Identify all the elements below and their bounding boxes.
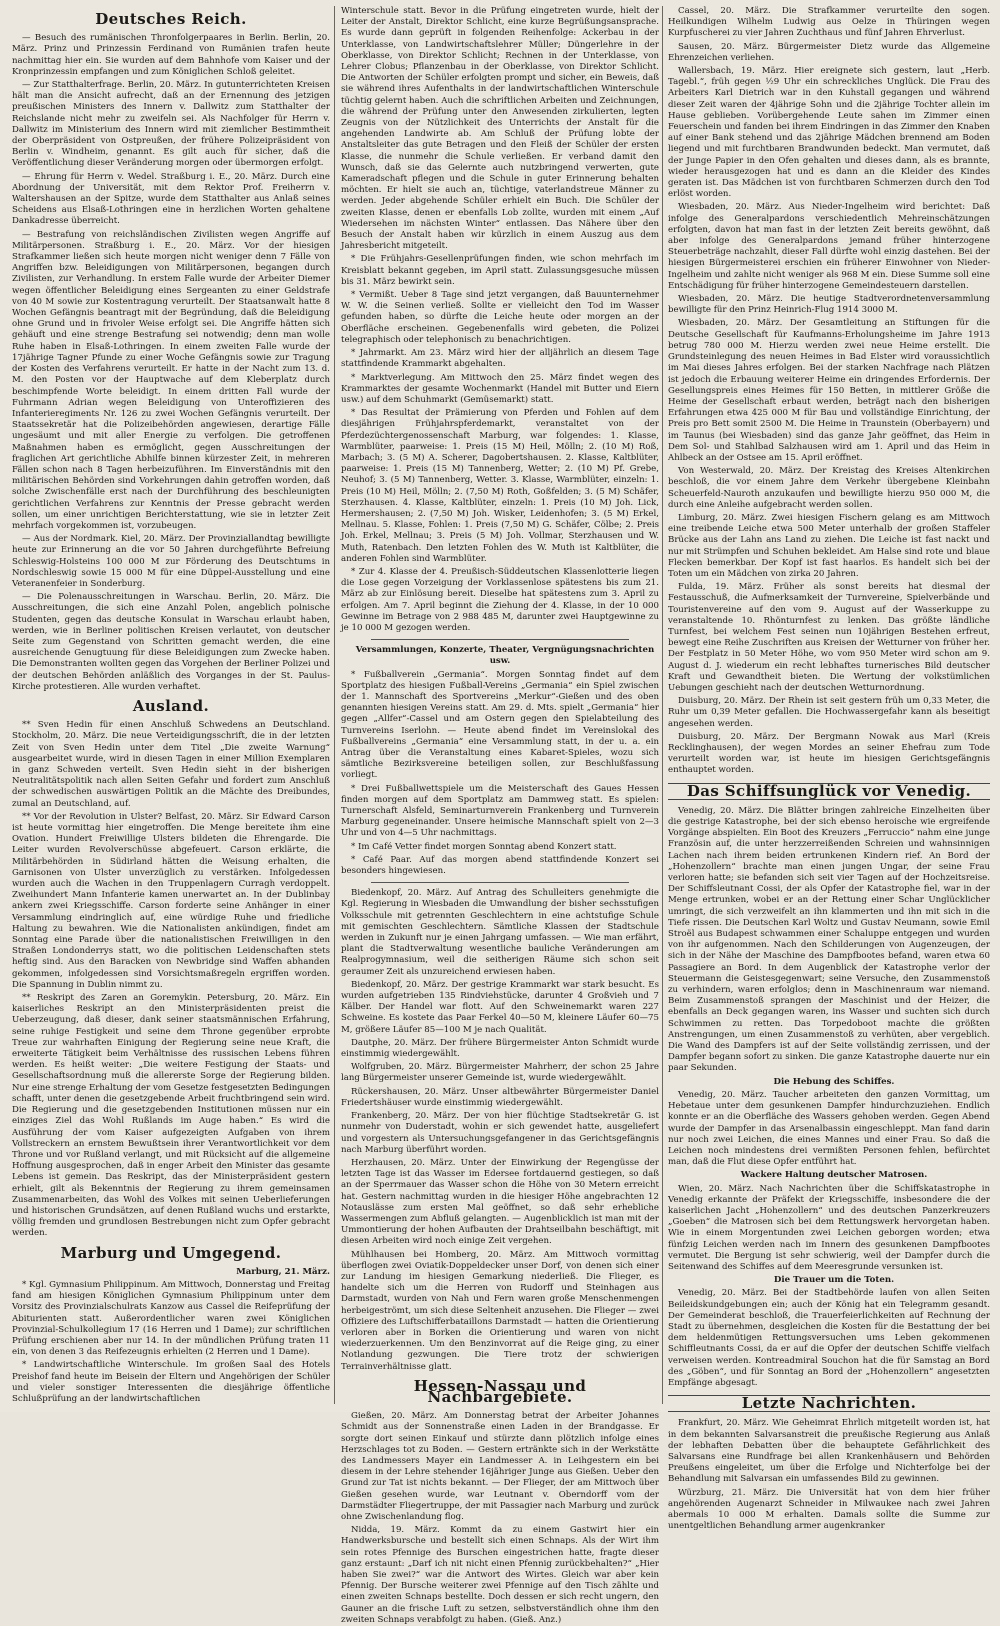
article-paragraph: Cassel, 20. März. Die Strafkammer verurteilte den sogen. Heilkundigen Wilhelm Ludwig aus Oelze in Thüringen wegen Kurpfuscherei zu vier Jahren Zuchthaus und fünf Jahren Ehrverlust. xyxy=(668,6,990,39)
article-paragraph: * Fußballverein „Germania“. Morgen Sonntag findet auf dem Sportplatz des hiesigen Fußball-Vereins „Germania“ ein Spiel zwischen der 1. Mannschaft des Sportvereins „Merkur“-Gießen und des oben genannten hiesigen Vereins statt. Am 29. d. Mts. spielt „Germania“ hier gegen „Allfer“-Cassel und am Ostern gegen den Spielabteilung des Turnvereins Iserlohn. — Heute abend findet im Vereinslokal des Fußballvereins „Germania“ eine Versammlung statt, in der u. a. ein Antrag über die Veranstaltung eines Kabaret-Spieles, wozu sich sämtliche Bezirksvereine beteiligen sollen, zur Beschlußfassung vorliegt. xyxy=(341,669,659,781)
subheading: Wackere Haltung deutscher Matrosen. xyxy=(740,1170,928,1181)
article-paragraph: Wien, 20. März. Nach Nachrichten über die Schiffskatastrophe in Venedig erkannte der Präfekt der Kriegsschiffe, insbesondere die der kaiserlichen Jacht „Hohenzollern“ und des deutschen Panzerkreuzers „Goeben“ die Matrosen sich bei dem Rettungswerk hervorgetan haben. Wie in einem Morgentunden zwei Leichen geborgen worden; etwa fünfzig Leichen werden nach im Innern des gesunkenen Dampfbootes vermutet. Die Bergung ist sehr schwierig, weil der Dampfer durch die Seitenwand des Schiffes auf dem Meeresgrunde versunken ist. xyxy=(668,1183,990,1272)
article-paragraph: * Drei Fußballwettspiele um die Meisterschaft des Gaues Hessen finden morgen auf dem Sportplatz am Dammweg statt. Es spielen: Turnerschaft Alsfeld, Seminarturnverein Frankenberg und Turnverein Marburg gegeneinander. Unsere heimische Mannschaft spielt von 2—3 Uhr und von 4—5 Uhr nachmittags. xyxy=(341,783,659,839)
article-paragraph: Wallersbach, 19. März. Hier ereignete sich gestern, laut „Herb. Tagebl.“, früh gegen ½9 Uhr ein schreckliches Unglück. Die Frau des Arbeiters Karl Dietrich war in den Kuhstall gegangen und während dieser Zeit waren der 4jährige Sohn und die 2jährige Tochter allein im Hause geblieben. Vorübergehende Leute sahen im Zimmer einen Feuerschein und fanden bei ihrem Eindringen in das Zimmer den Knaben auf einer Bank stehend und das 2jährige Mädchen brennend am Boden liegend und mit furchtbaren Brandwunden bedeckt. Man vermutet, daß der Junge Papier in den Ofen gehalten und dieses dann, als es brannte, wieder herausgezogen hat und es dann an die Kleider des Kindes geraten ist. Das Mädchen ist von furchtbaren Schmerzen durch den Tod erlöst worden. xyxy=(668,66,990,200)
subheading: Die Hebung des Schiffes. xyxy=(773,1076,895,1087)
article-paragraph: Fulda, 19. März. Früher als sonst bereits hat diesmal der Festausschuß, die Aufmerksamkeit der Turnvereine, Spielverbände und Touristenvereine auf den vom 9. August auf der Wasserkuppe zu veranstaltende 10. Rhönturnfest zu lenken. Das größte ländliche Turnfest, bei welchem Fest seinen nun 10jährigen Bestehen erfreut, bewegt eine Reihe Zuschriften aus Kreisen der Wetturner von früher her. Der Festplatz in 50 Meter Höhe, wo vom 950 Meter wird schon am 9. August d. J. wiederum ein recht lebhaftes turnerisches Bild deutscher Kraft und Gewandtheit bieten. Die Wertung der volkstümlichen Uebungen geschieht nach der deutschen Wetturnordnung. xyxy=(668,582,990,693)
section-title-schiffsunglueck: Das Schiffsunglück vor Venedig. xyxy=(668,783,990,800)
section-title-marburg: Marburg und Umgegend. xyxy=(60,1243,282,1262)
section-title-deutsches-reich: Deutsches Reich. xyxy=(95,10,247,28)
article-paragraph: * Im Café Vetter findet morgen Sonntag abend Konzert statt. xyxy=(351,841,617,852)
article-paragraph: * Kgl. Gymnasium Philippinum. Am Mittwoch, Donnerstag und Freitag fand am hiesigen Königlichen Gymnasium Philippinum unter dem Vorsitz des Provinzialschulrats Kanzow aus Cassel die Reifeprüfung der Abiturienten statt. Außerordentlicher waren zwei Königlichen Provinzial-Schulkollegium 17 (16 Herren und 1 Dame); zur schriftlichen Prüfung erschienen aber nur 14. In der mündlichen Prüfung traten 11 ein, von denen 3 das Reifezeugnis erhielten (2 Herren und 1 Dame). xyxy=(12,1279,330,1358)
section-title-letzte-nachrichten: Letzte Nachrichten. xyxy=(668,1395,990,1412)
article-paragraph: Würzburg, 21. März. Die Universität hat von dem hier früher angehörenden Augenarzt Schneider in Milwaukee nach zwei Jahren abermals 10 000 M erhalten. Damals sollte die Summe zur unentgeltlichen Behandlung armer augenkranker xyxy=(668,1487,990,1532)
article-paragraph: Sausen, 20. März. Bürgermeister Dietz wurde das Allgemeine Ehrenzeichen verliehen. xyxy=(668,41,990,63)
article-paragraph: Von Westerwald, 20. März. Der Kreistag des Kreises Altenkirchen beschloß, die vor einem Jahre dem Verkehr übergebene Kleinbahn Scheuerfeld-Nauroth anzukaufen und bewilligte hierzu 950 000 M, die durch eine Anleihe aufgebracht werden sollen. xyxy=(668,466,990,510)
article-paragraph: Wiesbaden, 20. März. Aus Nieder-Ingelheim wird berichtet: Daß infolge des Generalpardons verschiedentlich Mehreinschätzungen erfolgten, davon hat man fast in der letzten Zeit bereits gewöhnt, daß aber infolge des Generalpardons jemand früher hinterzogene Steuerbeträge nachzahlt, dieser Fall dürfte wohl einzig dastehen. Bei der hiesigen Bürgermeisterei erschien ein früherer Einwohner von Nieder-Ingelheim und zahlte nicht weniger als 968 M ein. Diese Summe soll eine Entschädigung für früher hinterzogene Gemeindesteuern darstellen. xyxy=(668,202,990,291)
article-paragraph: ** Reskript des Zaren an Goremykin. Petersburg, 20. März. Ein kaiserliches Reskript an den Ministerpräsidenten preist die Ueberzeugung, daß dieser, dank seiner staatsmännischen Erfahrung, seine ruhige Festigkeit und seine dem Throne gegenüber erprobte Treue zur wahrhaften Einigung der Regierung seine neue Kraft, die erweiterte Tätigkeit beim Verhältnisse des russischen Lebens führen werden. Es heißt weiter: „Die weitere Festigung der Staats- und Gesellschaftsordnung muß die allererste Sorge der Regierung bilden. Nur eine strenge Erhaltung der vom Gesetze festgesetzten Bedingungen schafft, unter denen die gesetzgebende Arbeit fruchtbringend sein wird. Die Regierung und die gesetzgebenden Institutionen müssen nur ein einziges Ziel das Wohl Rußlands im Auge haben.“ Es wird die Ausführung der vom Kaiser aufgezeigten Aufgaben von ihrem Vollstreckern an ernstem Bewußtsein ihrer Verantwortlichkeit vor dem Throne und vor Rußland verlangt, und mit Rücksicht auf die allgemeine Hoffnung ausgesprochen, daß in enger Arbeit den Minister das gesamte Lebens ist gemein. Das Reskript, das der Ministerpräsident gestern erhielt, gilt als Bekenntnis der Regierung zu ihrem gemeinsamen Zusammenarbeiten, das Wohl des Volkes mit seinen Ueberlieferungen und historischen Grundsätzen, auf denen Rußland wuchs und erstarkte, völlig fremden und grundlosen Bestrebungen nicht zum Opfer gebracht werden. xyxy=(12,993,330,1239)
article-paragraph: Dautphe, 20. März. Der frühere Bürgermeister Anton Schmidt wurde einstimmig wiedergewählt. xyxy=(341,1037,659,1060)
article-paragraph: Duisburg, 20. März. Der Bergmann Nowak aus Marl (Kreis Recklinghausen), der wegen Mordes an seiner Ehefrau zum Tode verurteilt worden war, ist heute im hiesigen Gerichtsgefängnis enthauptet worden. xyxy=(668,731,990,776)
article-paragraph: Wiesbaden, 20. März. Der Gesamtleitung an Stiftungen für die Deutsche Gesellschaft für Kaufmanns-Erholungsheime im Jahre 1913 betrug 780 000 M. Hierzu werden zwei neue Heime erstellt. Die Grundsteinlegung des neuen Heimes in Bad Elster wird voraussichtlich im Mai dieses Jahres erfolgen. Bei der starken Nachfrage nach Plätzen ist jedoch die Erbauung weiterer Heime ein dringendes Erfordernis. Der Gesellungspreis eines Heimes für 150 Betten, in mittlerer Größe die Heime der Gesellschaft erbaut werden, beträgt nach den bisherigen Erfahrungen etwa 425 000 M für Bau und vollständige Einrichtung, der Preis pro Bett somit 2500 M. Die Heime in Traunstein (Oberbayern) und im Taunus (bei Wiesbaden) sind das ganze Jahr geöffnet, das Heim in Dem Sol- und Stahlbad Salzhausen wird am 1. April und das Heim in Ahlbeck an der Ostsee am 15. April eröffnet. xyxy=(668,318,990,463)
article-paragraph: * Vermißt. Ueber 8 Tage sind jetzt vergangen, daß Bauunternehmer W. W. die Seinen verließ. Sollte er vielleicht den Tod im Wasser gefunden haben, so dürfte die Leiche heute oder morgen an der Oberfläche erscheinen. Gegebenenfalls wird gebeten, die Polizei telegraphisch oder telephonisch zu benachrichtigen. xyxy=(341,290,659,345)
section-title-hessen-nassau: Hessen-Nassau und Nachbargebiete. xyxy=(413,1376,587,1406)
article-paragraph: ** Vor der Revolution in Ulster? Belfast, 20. März. Sir Edward Carson ist heute vormittag hier eingetroffen. Die Menge bereitete ihm eine Ovation. Hundert Freiwillige Ulsters bildeten die Ehrengarde. Die Leiter wurden Revolverschüsse abgefeuert. Carson erklärte, die Militärbehörden in Südirland hätten die Weisung erhalten, die Garnisonen von Ulster unverzüglich zu verstärken. Infolgedessen wurden auch die Wachen in den Truppenlagern Curragh verdoppelt. Zweihundert Mann Infanterie kamen unerwartet an. In der Dublinbay ankern zwei Kriegsschiffe. Carson forderte seine Anhänger in einer Versammlung eindringlich auf, eine würdige Ruhe und friedliche Haltung zu bewahren. Wie die Nationalisten ankündigen, findet am Sonntag eine Parade über die nationalistischen Freiwilligen in den Straßen Londonderrys statt, wo die politischen Leidenschaften stets heftig sind. Aus den Baracken von Newbridge sind Waffen abhanden gekommen, infolgedessen sind Vorsichtsmaßregeln ergriffen worden. Die Spannung in Dublin nimmt zu. xyxy=(12,811,330,990)
article-paragraph: Frankfurt, 20. März. Wie Geheimrat Ehrlich mitgeteilt worden ist, hat in dem bekannten Salvarsanstreit die preußische Regierung aus Anlaß der lebhaften Debatten über die behauptete Gefährlichkeit des Salvarsans eine Rundfrage bei allen Krankenhäusern und Behörden Preußens eingeleitet, um über die Erfolge und Nichterfolge bei der Behandlung mit Salvarsan ein umfassendes Bild zu gewinnen. xyxy=(668,1418,990,1485)
article-paragraph: — Besuch des rumänischen Thronfolgerpaares in Berlin. Berlin, 20. März. Prinz und Prinzessin Ferdinand von Rumänien trafen heute nachmittag hier ein. Sie wurden auf dem Bahnhofe vom Kaiser und der Kronprinzessin empfangen und zum Königlichen Schloß geleitet. xyxy=(12,33,330,77)
article-paragraph: Wiesbaden, 20. März. Die heutige Stadtverordnetenversammlung bewilligte für den Prinz Heinrich-Flug 1914 3000 M. xyxy=(668,294,990,316)
divider xyxy=(371,639,629,640)
article-paragraph: Herzhausen, 20. März. Unter der Einwirkung der Regengüsse der letzten Tage ist das Wasser im Edersee fortdauernd gestiegen, so daß an der Sperrmauer das Wasser schon die Höhe von 30 Metern erreicht hat. Gestern nachmittag wurden in die hiesiger Höhe angebrachten 12 Notauslässe zum ersten Mal geöffnet, so daß sehr erhebliche Wassermengen zum Abfluß gelangten. — Augenblicklich ist man mit der Ummontierung der hohen Aufbauten der Drahtseilbahn beschäftigt, mit diesen Arbeiten wird noch einige Zeit vergehen. xyxy=(341,1157,659,1247)
divider xyxy=(371,882,629,883)
column-1 xyxy=(12,6,330,1406)
article-paragraph: Duisburg, 20. März. Der Rhein ist seit gestern früh um 0,33 Meter, die Ruhr um 0,39 Meter gefallen. Die Hochwassergefahr kann als beseitigt angesehen werden. xyxy=(668,696,990,729)
article-paragraph: — Aus der Nordmark. Kiel, 20. März. Der Provinziallandtag bewilligte heute zur Erinnerung an die vor 50 Jahren durchgeführte Befreiung Schleswig-Holsteins 100 000 M zur Förderung des Deutschtums in Nordschleswig sowie 15 000 M für eine Düppel-Ausstellung und eine Veteranenfeier in Sonderburg. xyxy=(12,534,330,589)
column-3 xyxy=(668,6,990,1532)
article-paragraph: Winterschule statt. Bevor in die Prüfung eingetreten wurde, hielt der Leiter der Anstalt, Direktor Schlicht, eine kurze Begrüßungsansprache. Es wurde dann geprüft in folgenden Reihenfolge: Ackerbau in der Unterklasse, von Landwirtschaftslehrer Müller; Düngerlehre in der Oberklasse, von Direktor Schlicht; Rechnen in der Unterklasse, von Lehrer Clobus; Pflanzenbau in der Oberklasse, von Direktor Schlicht. Die Antworten der Schüler erfolgten prompt und sicher, ein Beweis, daß sie während ihres Aufenthalts in der landwirtschaftlichen Winterschule tüchtig gelernt haben. Auch die schriftlichen Arbeiten und Zeichnungen, die während der Prüfung unter den Anwesenden zirkulierten, legten Zeugnis von der Nützlichkeit des Unterrichts der Anstalt für die angehenden Landwirte ab. Am Schluß der Prüfung lobte der Anstaltsleiter das gute Betragen und den Fleiß der Schüler der ersten Klasse, die nunmehr die Schule verließen. Er verband damit den Wunsch, daß sie das Gelernte auch nutzbringend verwerten, gute Kameradschaft pflegen und die Schule in guter Erinnerung behalten möchten. Er hielt sie auch an, tüchtige, vaterlandstreue Männer zu werden. Jeder abgehende Schüler erhielt ein Buch. Die Schüler der zweiten Klasse, denen er ebenfalls Lob zollte, wurden mit einem „Auf Wiedersehen im nächsten Winter“ entlassen. Das Nähere über den Besuch der Anstalt haben wir kürzlich in einem Auszug aus dem Jahresbericht mitgeteilt. xyxy=(341,6,659,252)
article-paragraph: Gießen, 20. März. Am Donnerstag betrat der Arbeiter Johannes Schmidt aus der Sonnenstraße einen Laden in der Brandgasse. Er sorgte dort seinen Einkauf und stürzte dann plötzlich infolge eines Herzschlages tot zu Boden. — Gestern ertränkte sich in der Werkstätte des Landmessers Mayer ein Landmesser A. in Leihgestern ein bei diesem in der Lehre stehender 16jähriger Junge aus Gießen. Ueber den Grund zur Tat ist nichts bekannt. — Der Flieger, der am Mittwoch über Gießen gesehen wurde, war Leutnant v. Oberndorff vom der Darmstädter Fliegertruppe, der mit Passagier nach Marburg und zurück ohne Zwischenlandung flog. xyxy=(341,1411,659,1522)
column-2 xyxy=(341,6,659,1625)
article-paragraph: — Die Polenausschreitungen in Warschau. Berlin, 20. März. Die Ausschreitungen, die sich eine Anzahl Polen, angeblich polnische Studenten, gegen das deutsche Konsulat in Warschau erlaubt haben, werden, wie in Berliner politischen Kreisen verlautet, von deutscher Seite zum Gegenstand von Schritten gemacht werden, die eine ausreichende Genugtuung für diese Beleidigungen zum Zwecke haben. Die Demonstranten wollten gegen das Vorgehen der Berliner Polizei und der deutschen Behörden anläßlich des Vorganges in der St. Paulus-Kirche protestieren. Alle wurden verhaftet. xyxy=(12,592,330,692)
article-paragraph: Venedig, 20. März. Die Blätter bringen zahlreiche Einzelheiten über die gestrige Katastrophe, bei der sich ebenso heroische wie ergreifende Vorgänge abspielten. Ein Boot des Kreuzers „Ferruccio“ nahm eine junge Französin auf, die unter herzzerreißenden Schreien und wahnsinnigen Lachen nach ihrem beiden ertrunkenen Kindern rief. An Bord der „Hohenzollern“ brachte man einen jungen Ungar, der seine Frau verloren hatte; sie befanden sich seit vier Tagen auf der Hochzeitsreise. Der Schiffsleutnant Cossi, der als Opfer der Katastrophe fiel, war in der Menge ertrunken, wobei er an der Rettung einer Schar Unglücklicher umringt, die sich verzweifelt an ihn klammerten und ihn mit sich in die Tiefe rissen. Die Deutschen Karl Woltz und Gustav Neumann, sowie Emil Stroël aus Budapest schwammen einer Schaluppe entgegen und wurden von ihr aufgenommen. Nach den Schilderungen von Augenzeugen, der sich in der Nähe der Maschine des Dampfbootes befand, waren etwa 60 Passagiere an Bord. In dem Augenblick der Katastrophe verlor der Steuermann die Geistesgegenwart; seine Versuche, den Zusammenstoß zu verhindern, waren erfolglos; denn in Maschinenraum war niemand. Beim Zusammenstoß sprangen der Maschinist und der Heizer, die ebenfalls an Deck gegangen waren, ins Wasser und suchten sich durch Schwimmen zu retten. Das Torpedoboot machte die größten Anstrengungen, um einen Zusammenstoß zu verhüten, aber vergeblich. Die Wand des Dampfers ist auf der Seite vollständig zerrissen, und der Dampfer begann sofort zu sinken. Die ganze Katastrophe dauerte nur ein paar Sekunden. xyxy=(668,805,990,1074)
subheading: Die Trauer um die Toten. xyxy=(773,1275,895,1286)
article-paragraph: * Jahrmarkt. Am 23. März wird hier der alljährlich an diesem Tage stattfindende Krammarkt abgehalten. xyxy=(341,348,659,370)
article-paragraph: * Café Paar. Auf das morgen abend stattfindende Konzert sei besonders hingewiesen. xyxy=(341,854,659,877)
section-title-ausland: Ausland. xyxy=(132,696,210,715)
article-paragraph: Wolfgruben, 20. März. Bürgermeister Mahrherr, der schon 25 Jahre lang Bürgermeister unserer Gemeinde ist, wurde wiedergewählt. xyxy=(341,1062,659,1084)
article-paragraph: * Marktverlegung. Am Mittwoch den 25. März findet wegen des Krammarktes der gesamte Wochenmarkt (Handel mit Butter und Eiern usw.) auf dem Schuhmarkt (Gemüsemarkt) statt. xyxy=(341,372,659,405)
column-divider xyxy=(334,6,335,1404)
article-paragraph: Mühlhausen bei Homberg, 20. März. Am Mittwoch vormittag überflogen zwei Oviatik-Doppeldecker unser Dorf, von denen sich einer zur Landung im hiesigen Gemarkung niederließ. Die Flieger, es handelte sich um die Herren von Rudorff und Steinhagen aus Darmstadt, wurden von Nah und Fern waren große Menschenmengen herbeigeströmt, um sich diese Seltenheit anzusehen. Die Flieger — zwei Offiziere des Luftschifferbataillons Darmstadt — hatten die Orientierung verloren aber in Borken die Orientierung und waren von nicht wiederzuerkennen. Um den Benzinvorrat auf die Reige ging, zu einer Notlandung gezwungen. Die Tiere trotz der schwierigen Terrainverhältnisse glatt. xyxy=(341,1249,659,1372)
column-divider xyxy=(662,6,663,1404)
article-paragraph: ** Sven Hedin für einen Anschluß Schwedens an Deutschland. Stockholm, 20. März. Die neue Verteidigungsschrift, die in der letzten Zeit von Sven Hedin unter dem Titel „Die zweite Warnung“ ausgearbeitet wurde, wird in diesen Tagen in einer Million Exemplaren in ganz Schweden verteilt. Sven Hedin sieht in der bisherigen Neutralitätspolitik nach allen Seiten Gefahr und fordert zum Anschluß der schwedischen auswärtigen Politik an die Mächte des Dreibundes, zumal an Deutschland, auf. xyxy=(12,720,330,809)
article-paragraph: Venedig, 20. März. Taucher arbeiteten den ganzen Vormittag, um Hebetaue unter dem gesunkenen Dampfer hindurchzuziehen. Endlich konnte er an die Oberfläche des Wassers gehoben werden. Gegen Abend wurde der Dampfer in das Arsenalbassin eingeschleppt. Man fand darin nur noch zwei Leichen, die eines Mannes und einer Frau. So daß die Leichen noch mindestens drei vermißten Personen fehlen, befürchtet man, daß die Flut diese Opfer entführt hat. xyxy=(668,1089,990,1168)
article-paragraph: Biedenkopf, 20. März. Der gestrige Krammarkt war stark besucht. Es wurden aufgetrieben 135 Rindviehstücke, darunter 4 Großvieh und 7 Kälber. Der Handel war flott. Auf den Schweinemarkt waren 227 Schweine. Es kostete das Paar Ferkel 40—50 M, kleinere Läufer 60—75 M, größere Läufer 85—100 M je nach Qualität. xyxy=(341,979,659,1035)
article-paragraph: * Zur 4. Klasse der 4. Preußisch-Süddeutschen Klassenlotterie liegen die Lose gegen Vorzeigung der Vorklassenlose spätestens bis zum 21. März ab zur Einlösung bereit. Dieselbe hat spätestens zum 3. April zu erfolgen. Am 7. April beginnt die Ziehung der 4. Klasse, in der 10 000 Gewinne im Betrage von 2 988 485 M, darunter zwei Hauptgewinne zu je 10 000 M gezogen werden. xyxy=(341,566,659,633)
article-paragraph: — Bestrafung von reichsländischen Zivilisten wegen Angriffe auf Militärpersonen. Straßburg i. E., 20. März. Vor der hiesigen Strafkammer ließen sich heute morgen nicht weniger denn 7 Fälle von Angriffen bzw. Beleidigungen von Militärpersonen, begangen durch Zivilisten, zur Verhandlung. In erstem Falle wurde der Arbeiter Diemer wegen öffentlicher Beleidigung eines Sergeanten zu einer Geldstrafe von 40 M sowie zur Kostentragung verurteilt. Der Staatsanwalt hatte 8 Wochen Gefängnis beantragt mit der Begründung, daß die Beleidigung ohne Grund und in frivoler Weise erfolgt sei. Die Angriffe hätten sich gehäuft und eine strenge Bestrafung sei notwendig; denn man wolle Ruhe haben in Elsaß-Lothringen. In einem zweiten Falle wurde der 17jährige Tagner Pfunde zu einer Woche Gefängnis sowie zur Tragung der Kosten des Verfahrens verurteilt. Er hatte in der Nacht zum 13. d. M. den Posten vor der Hauptwache auf dem Kleberplatz durch beschimpfende Worte beleidigt. In einem dritten Fall wurde der Fuhrmann Adrian wegen Beleidigung von Unteroffizieren des Infanterieregiments Nr. 126 zu zwei Wochen Gefängnis verurteilt. Der Staatssekretär hat die Polizeibehörden angewiesen, derartige Fälle ungesäumt und mit aller Energie zu verfolgen. Die getroffenen Maßnahmen haben es ermöglicht, gegen Ausschreitungen der fraglichen Art gerichtliche Abhilfe binnen kürzester Zeit, in mehreren Fällen schon nach 8 Tagen herbeizuführen. Im Einverständnis mit den militärischen Behörden sind Vorkehrungen dahin getroffen worden, daß solche Zwischenfälle erst nach der Durchführung des beschleunigten gerichtlichen Verfahrens zur Kenntnis der Presse gebracht werden sollen, um einer unrichtigen Berichterstattung, wie sie in letzter Zeit mehrfach vorgekommen ist, vorzubeugen. xyxy=(12,229,330,531)
article-paragraph: Venedig, 20. März. Bei der Stadtbehörde laufen von allen Seiten Beileidskundgebungen ein; auch der König hat ein Telegramm gesandt. Der Gemeinderat beschloß, die Trauerfeierlichkeiten auf Rechnung der Stadt zu übernehmen, desgleichen die Kosten für die Bestattung der bei dem heldenmütigen Rettungsversuchen ums Leben gekommenen Schiffleutnants Cossi, da er auf die Opfer der deutschen Schiffe vielfach verweisen werden. Kontreadmiral Souchon hat die für Samstag an Bord des „Göben“, und für Sonntag an Bord der „Hohenzollern“ angesetzten Empfänge abgesagt. xyxy=(668,1288,990,1388)
dateline: Marburg, 21. März. xyxy=(236,1266,330,1277)
article-paragraph: Limburg, 20. März. Zwei hiesigen Fischern gelang es am Mittwoch eine treibende Leiche etwa 500 Meter unterhalb der großen Staffeler Brücke aus der Lahn ans Land zu ziehen. Die Leiche ist fast nackt und nur mit Strümpfen und Schuhen bekleidet. Am Halse sind rote und blaue Flecken bemerkbar. Der Kopf ist fast haarlos. Es handelt sich bei der Toten um ein Mädchen von zirka 20 Jahren. xyxy=(668,512,990,579)
section-title-versammlungen: Versammlungen, Konzerte, Theater, Vergnügungsnachrichten usw. xyxy=(355,645,655,667)
article-paragraph: Nidda, 19. März. Kommt da zu einem Gastwirt hier ein Handwerksbursche und bestellt sich einen Schnaps. Als der Wirt ihm sein rotes Pfennige des Burschen eingestrichen hatte, fragte dieser ganz erstaunt: „Darf ich nit nicht einen Pfennig zurückbehalten?“ „Hier haben Sie zwei?“ war die Antwort des Wirtes. Gleich war aber kein Pfennig. Der Bursche weiterer zwei Pfennige auf den Tisch zählte und einen zweiten Schnaps bestellte. Doch dessen er sich recht ungern, den Gauner an die frische Luft zu setzen, selbstverständlich ohne ihm den zweiten Schnaps verabfolgt zu haben. (Gieß. Anz.) xyxy=(341,1525,659,1625)
article-paragraph: — Zur Statthalterfrage. Berlin, 20. März. In gutunterrichteten Kreisen hält man die Ansicht aufrecht, daß an der Ernennung des jetzigen preußischen Ministers des Innern v. Dallwitz zum Statthalter der Reichslande nicht mehr zu zweifeln sei. Als Nachfolger für Herrn v. Dallwitz im Ministerium des Innern wird mit ziemlicher Bestimmtheit der Oberpräsident von Ostpreußen, der frühere Polizeipräsident von Berlin v. Windheim, genannt. Es gilt auch für sicher, daß die Veröffentlichung dieser Veränderung morgen oder übermorgen erfolgt. xyxy=(12,80,330,169)
article-paragraph: — Ehrung für Herrn v. Wedel. Straßburg i. E., 20. März. Durch eine Abordnung der Universität, mit dem Rektor Prof. Freiherrn v. Waltershausen an der Spitze, wurde dem Statthalter aus Anlaß seines Scheidens aus Elsaß-Lothringen eine in herzlichen Worten gehaltene Dankadresse überreicht. xyxy=(12,171,330,227)
article-paragraph: * Das Resultat der Prämierung von Pferden und Fohlen auf dem diesjährigen Frühjahrspferdemarkt, veranstaltet von der Pferdezüchtergenossenschaft Marburg, war folgendes: 1. Klasse, Warmblüter, paarweise: 1. Preis (15 M) Heil, Mölln; 2. (10 M) Roß, Marbach; 3. (5 M) A. Scherer, Dagobertshausen. 2. Klasse, Kaltblüter, paarweise: 1. Preis (15 M) Tannenberg, Wetter; 2. (10 M) Pf. Grebe, Neuhof; 3. (5 M) Tannenberg, Wetter. 3. Klasse, Warmblüter, einzeln: 1. Preis (10 M) Heil, Mölln; 2. (7,50 M) Roth, Goßfelden; 3. (5 M) Schäfer, Sterzhausen. 4. Klasse, Kaltblüter, einzeln: 1. Preis (10 M) Joh. Lick, Hermershausen; 2. (7,50 M) Joh. Wisker, Leidenhofen; 3. (5 M) Erkel, Mellnau. 5. Klasse, Fohlen: 1. Preis (7,50 M) G. Schäfer, Cölbe; 2. Preis Joh. Erkel, Mellnau; 3. Preis (5 M) Joh. Vollmar, Sterzhausen und W. Muth, Ratenbach. Den letzten Fohlen des W. Muth ist Kaltblüter, die anderen Fohlen sind Warmblüter. xyxy=(341,408,659,564)
article-paragraph: * Landwirtschaftliche Winterschule. Im großen Saal des Hotels Preishof fand heute im Beisein der Eltern und Angehörigen der Schüler und vieler sonstiger Interessenten die diesjährige öffentliche Schlußprüfung an der landwirtschaftlichen xyxy=(12,1360,330,1404)
article-paragraph: Biedenkopf, 20. März. Auf Antrag des Schulleiters genehmigte die Kgl. Regierung in Wiesbaden die Umwandlung der bisher sechsstufigen Volksschule mit getrennten Geschlechtern in eine achtstufige Schule mit gemischten Geschlechtern. Sämtliche Klassen der Stadtschule werden in Zukunft nur je einen Jahrgang umfassen. — Wie man erfährt, plant die Stadtverwaltung wesentliche bauliche Veränderungen am Realprogymnasium, weil die seitherigen Räume sich schon seit geraumer Zeit als unzureichend erwiesen haben. xyxy=(341,888,659,977)
article-paragraph: * Die Frühjahrs-Gesellenprüfungen finden, wie schon mehrfach im Kreisblatt bekannt gegeben, im April statt. Zulassungsgesuche müssen bis 31. März bewirkt sein. xyxy=(341,254,659,287)
article-paragraph: Frankenberg, 20. März. Der von hier flüchtige Stadtsekretär G. ist nunmehr von Duderstadt, wohin er sich gewendet hatte, ausgeliefert und vorgestern als Untersuchungsgefangener in das Gerichtsgefängnis nach Marburg überführt worden. xyxy=(341,1111,659,1155)
article-paragraph: Rückershausen, 20. März. Unser altbewährter Bürgermeister Daniel Friedertshäuser wurde einstimmig wiedergewählt. xyxy=(341,1086,659,1108)
